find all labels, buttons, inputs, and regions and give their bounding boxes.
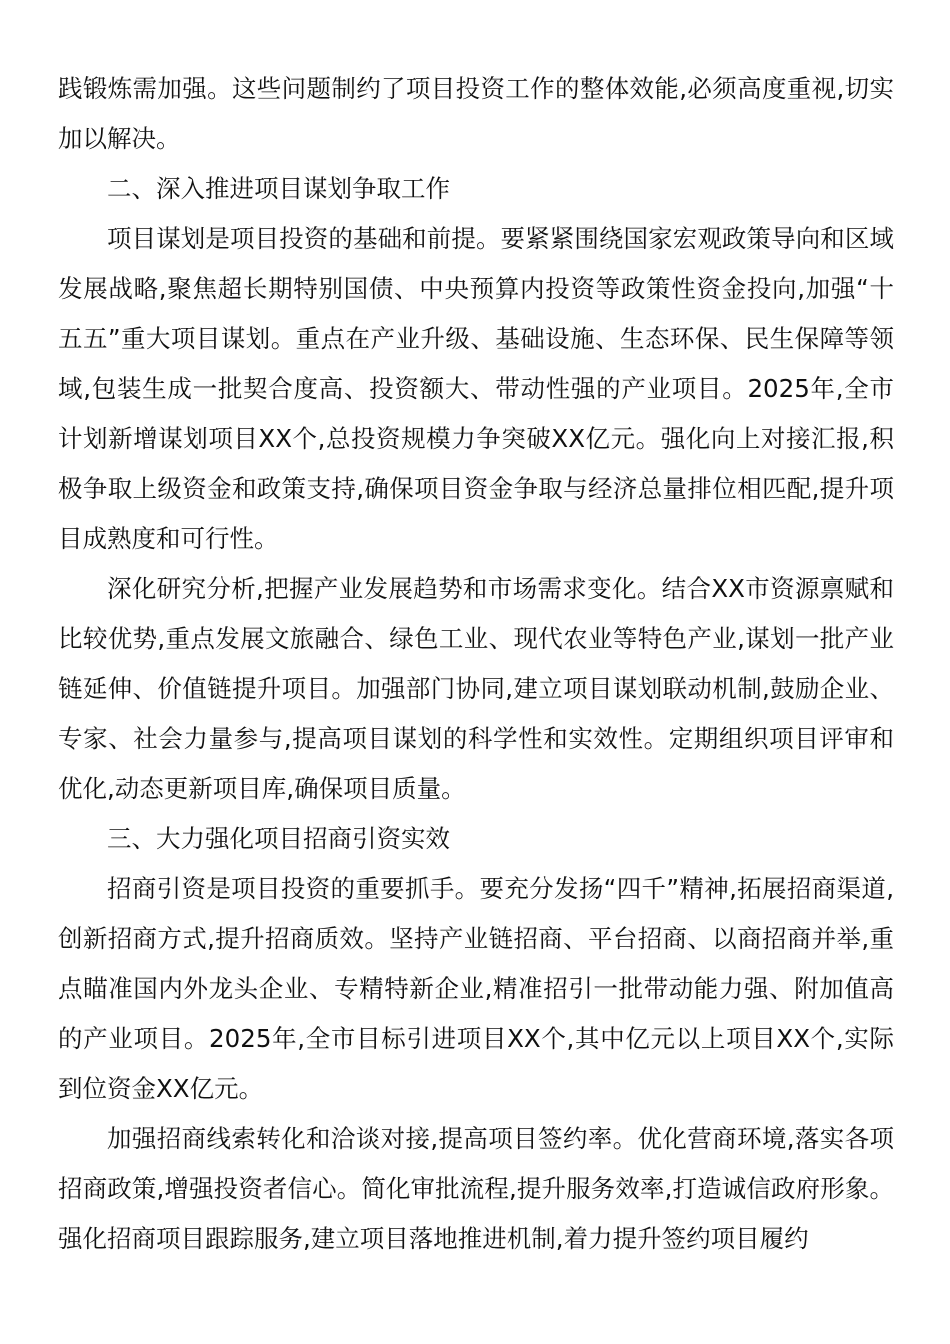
paragraph-continuation: 践锻炼需加强。这些问题制约了项目投资工作的整体效能,必须高度重视,切实加以解决。 <box>58 74 894 153</box>
paragraph-project-planning: 项目谋划是项目投资的基础和前提。要紧紧围绕国家宏观政策导向和区域发展战略,聚焦超长期特别国债、中央预算内投资等政策性资金投向,加强“十五五”重大项目谋划。重点在产业升级、基础设施、生态环保、民生保障等领域,包装生成一批契合度高、投资额大、带动性强的产业项目。2025年,全市计划新增谋划项目XX个,总投资规模力争突破XX亿元。强化向上对接汇报,积极争取上级资金和政策支持,确保项目资金争取与经济总量排位相匹配,提升项目成熟度和可行性。 <box>58 224 894 553</box>
section-heading-2: 二、深入推进项目谋划争取工作 <box>107 174 450 203</box>
section-heading-3: 三、大力强化项目招商引资实效 <box>107 824 450 853</box>
document-page <box>58 64 894 1264</box>
paragraph-investment-attraction: 招商引资是项目投资的重要抓手。要充分发扬“四千”精神,拓展招商渠道,创新招商方式,提升招商质效。坚持产业链招商、平台招商、以商招商并举,重点瞄准国内外龙头企业、专精特新企业,精准招引一批带动能力强、附加值高的产业项目。2025年,全市目标引进项目XX个,其中亿元以上项目XX个,实际到位资金XX亿元。 <box>58 874 894 1103</box>
paragraph-lead-conversion: 加强招商线索转化和洽谈对接,提高项目签约率。优化营商环境,落实各项招商政策,增强投资者信心。简化审批流程,提升服务效率,打造诚信政府形象。强化招商项目跟踪服务,建立项目落地推进机制,着力提升签约项目履约 <box>58 1124 894 1253</box>
paragraph-research-analysis: 深化研究分析,把握产业发展趋势和市场需求变化。结合XX市资源禀赋和比较优势,重点发展文旅融合、绿色工业、现代农业等特色产业,谋划一批产业链延伸、价值链提升项目。加强部门协同,建立项目谋划联动机制,鼓励企业、专家、社会力量参与,提高项目谋划的科学性和实效性。定期组织项目评审和优化,动态更新项目库,确保项目质量。 <box>58 574 894 803</box>
